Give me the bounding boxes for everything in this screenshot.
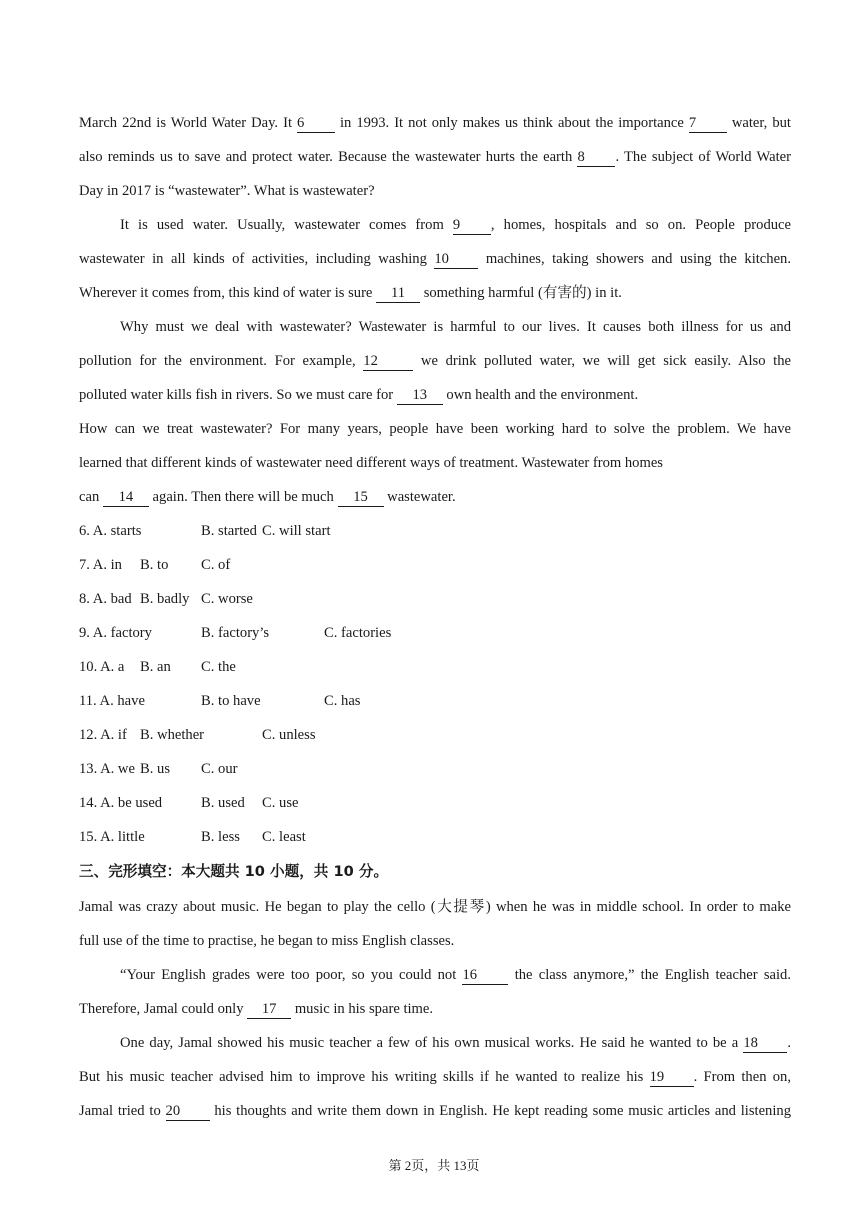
passage2-line: Therefore, Jamal could only 17 music in his spare time.	[79, 1001, 434, 1017]
option-b: B. whether	[140, 727, 205, 743]
blank-13: 13	[397, 387, 443, 405]
option-b: B. to have	[201, 693, 261, 709]
option-c: C. has	[324, 693, 361, 709]
option-b: B. us	[140, 761, 171, 777]
passage2-line: “Your English grades were too poor, so you could not 16 the class anymore,” the English teacher said.	[120, 967, 791, 983]
passage1-line: learned that different kinds of wastewater need different ways of treatment. Wastewater from homes	[79, 455, 663, 471]
passage1-line: can 14 again. Then there will be much 15 wastewater.	[79, 489, 456, 505]
passage1-line: March 22nd is World Water Day. It 6 in 1993. It not only makes us think about the importance 7 water, but	[79, 115, 791, 131]
section-heading: 三、完形填空：本大题共 10 小题，共 10 分。	[79, 863, 389, 880]
option-b: B. less	[201, 829, 240, 845]
passage1-line: Day in 2017 is “wastewater”. What is wastewater?	[79, 183, 375, 199]
option-c: C. worse	[201, 591, 253, 607]
passage2-line: Jamal was crazy about music. He began to play the cello (大提琴) when he was in middle school. In order to make	[79, 899, 791, 915]
option-c: C. the	[201, 659, 236, 675]
option-c: C. least	[262, 829, 306, 845]
blank-20: 20	[166, 1103, 210, 1121]
blank-17: 17	[247, 1001, 291, 1019]
option-b: B. an	[140, 659, 171, 675]
option-a: 7. A. in	[79, 557, 122, 573]
option-c: C. of	[201, 557, 231, 573]
passage1-line: It is used water. Usually, wastewater comes from 9 , homes, hospitals and so on. People produce	[120, 217, 791, 233]
passage1-line: polluted water kills fish in rivers. So we must care for 13 own health and the environment.	[79, 387, 639, 403]
passage2-line: One day, Jamal showed his music teacher a few of his own musical works. He said he wanted to be a 18 .	[120, 1035, 791, 1051]
option-c: C. factories	[324, 625, 392, 641]
blank-12: 12	[363, 353, 413, 371]
blank-8: 8	[577, 149, 615, 167]
passage1-line: Wherever it comes from, this kind of water is sure 11 something harmful (有害的) in it.	[79, 285, 622, 301]
option-a: 15. A. little	[79, 829, 145, 845]
passage1-line: wastewater in all kinds of activities, including washing 10 machines, taking showers and using the kitchen.	[79, 251, 791, 267]
option-b: B. started	[201, 523, 257, 539]
passage2-line: But his music teacher advised him to improve his writing skills if he wanted to realize his 19 . From then on,	[79, 1069, 791, 1085]
passage2-line: full use of the time to practise, he began to miss English classes.	[79, 933, 455, 949]
option-a: 6. A. starts	[79, 523, 142, 539]
blank-19: 19	[650, 1069, 694, 1087]
passage1-line: How can we treat wastewater? For many years, people have been working hard to solve the problem. We have	[79, 421, 791, 437]
option-a: 11. A. have	[79, 693, 145, 709]
blank-18: 18	[743, 1035, 787, 1053]
passage2-line: Jamal tried to 20 his thoughts and write them down in English. He kept reading some music articles and listening	[79, 1103, 791, 1119]
page-number: 第 2页，共 13页	[388, 1158, 480, 1173]
blank-9: 9	[453, 217, 491, 235]
option-a: 12. A. if	[79, 727, 127, 743]
option-a: 9. A. factory	[79, 625, 152, 641]
blank-7: 7	[689, 115, 727, 133]
option-a: 8. A. bad	[79, 591, 132, 607]
option-b: B. factory’s	[201, 625, 270, 641]
blank-16: 16	[462, 967, 508, 985]
passage1-line: Why must we deal with wastewater? Wastewater is harmful to our lives. It causes both illness for us and	[120, 319, 791, 335]
blank-10: 10	[434, 251, 478, 269]
option-a: 13. A. we	[79, 761, 135, 777]
option-c: C. use	[262, 795, 299, 811]
option-c: C. unless	[262, 727, 316, 743]
passage1-line: also reminds us to save and protect water. Because the wastewater hurts the earth 8 . The subject of World Water	[79, 149, 791, 165]
option-b: B. to	[140, 557, 169, 573]
blank-15: 15	[338, 489, 384, 507]
option-c: C. our	[201, 761, 238, 777]
blank-11: 11	[376, 285, 420, 303]
option-b: B. used	[201, 795, 245, 811]
blank-6: 6	[297, 115, 335, 133]
passage1-line: pollution for the environment. For example, 12 we drink polluted water, we will get sick easily. Also the	[79, 353, 792, 369]
option-a: 14. A. be used	[79, 795, 163, 811]
blank-14: 14	[103, 489, 149, 507]
option-a: 10. A. a	[79, 659, 125, 675]
option-b: B. badly	[140, 591, 190, 607]
option-c: C. will start	[262, 523, 331, 539]
